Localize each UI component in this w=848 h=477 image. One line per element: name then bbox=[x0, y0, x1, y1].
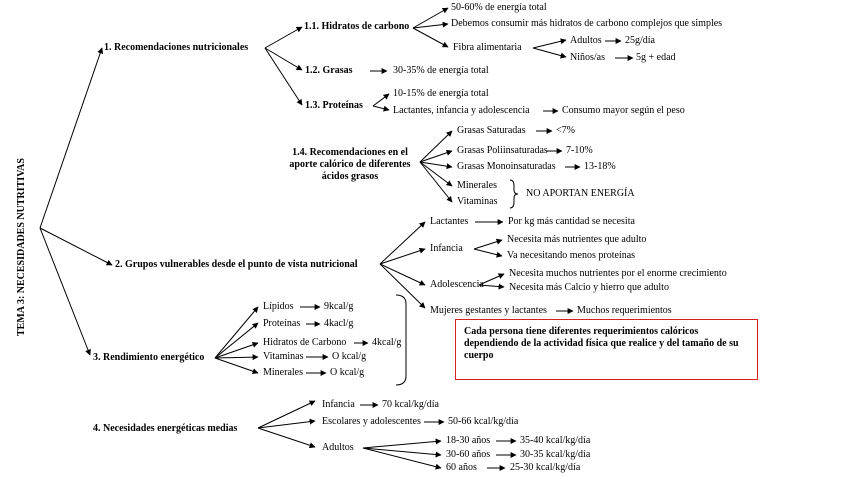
energia-adultos: Adultos bbox=[322, 442, 354, 453]
grasas-saturadas: Grasas Saturadas bbox=[457, 125, 526, 136]
lipidos-label: Lípidos bbox=[263, 301, 294, 312]
grasas-value: 30-35% de energía total bbox=[393, 65, 489, 76]
energia-escolares: Escolares y adolescentes bbox=[322, 416, 421, 427]
fibra-adultos-value: 25g/día bbox=[625, 35, 655, 46]
proteinas-item-1: 10-15% de energía total bbox=[393, 88, 489, 99]
grupo-infancia-item-2: Va necesitando menos proteínas bbox=[507, 250, 636, 261]
hidratos-item-1: 50-60% de energía total bbox=[451, 2, 547, 13]
vitaminas-rend-label: Vitaminas bbox=[263, 351, 304, 362]
section-1-2-label: 1.2. Grasas bbox=[305, 65, 353, 76]
adultos-18-30: 18-30 años bbox=[446, 435, 491, 446]
fibra-adultos: Adultos bbox=[570, 35, 602, 46]
proteinas-item-2: Lactantes, infancia y adolescencia bbox=[393, 105, 530, 116]
grupo-adolescencia-item-2: Necesita más Calcio y hierro que adulto bbox=[509, 282, 669, 293]
fibra-ninos: Niños/as bbox=[570, 52, 605, 63]
minerales-rend-value: O kcal/g bbox=[330, 367, 365, 378]
proteinas-label: Proteínas bbox=[263, 318, 301, 329]
section-4-label: 4. Necesidades energéticas medias bbox=[93, 423, 238, 434]
grasas-poliinsaturadas: Grasas Poliinsaturadas bbox=[457, 145, 548, 156]
grupo-infancia: Infancia bbox=[430, 243, 463, 254]
adultos-30-60: 30-60 años bbox=[446, 449, 491, 460]
hidratos-item-2: Debemos consumir más hidratos de carbono complejos que simples bbox=[451, 18, 723, 29]
energia-escolares-value: 50-66 kcal/kg/día bbox=[448, 416, 519, 427]
note-box: Cada persona tiene diferentes requerimientos calóricos dependiendo de la actividad física que realice y del tamaño de su cuerpo bbox=[455, 319, 758, 380]
section-3-label: 3. Rendimiento energético bbox=[93, 352, 205, 363]
hidratos-label: Hidratos de Carbono bbox=[263, 337, 347, 348]
adultos-18-30-value: 35-40 kcal/kg/día bbox=[520, 435, 591, 446]
vitaminas-label: Vitaminas bbox=[457, 196, 498, 207]
section-1-3-label: 1.3. Proteínas bbox=[305, 100, 363, 111]
lipidos-value: 9kcal/g bbox=[324, 301, 354, 312]
hidratos-value: 4kcal/g bbox=[372, 337, 402, 348]
no-aportan-energia: NO APORTAN ENERGÍA bbox=[526, 188, 635, 199]
grupo-mujeres: Mujeres gestantes y lactantes bbox=[430, 305, 547, 316]
grasas-monoinsaturadas-value: 13-18% bbox=[584, 161, 616, 172]
section-1-label: 1. Recomendaciones nutricionales bbox=[104, 42, 249, 53]
adultos-60-value: 25-30 kcal/kg/día bbox=[510, 462, 581, 473]
minerales-label: Minerales bbox=[457, 180, 497, 191]
grasas-saturadas-value: <7% bbox=[556, 125, 575, 136]
adultos-60: 60 años bbox=[446, 462, 477, 473]
fibra-label: Fibra alimentaria bbox=[453, 42, 522, 53]
proteinas-value: 4kacl/g bbox=[324, 318, 354, 329]
adultos-30-60-value: 30-35 kcal/kg/día bbox=[520, 449, 591, 460]
fibra-ninos-value: 5g + edad bbox=[636, 52, 676, 63]
grasas-monoinsaturadas: Grasas Monoinsaturadas bbox=[457, 161, 556, 172]
section-1-1-label: 1.1. Hidratos de carbono bbox=[304, 21, 410, 32]
section-1-4-label-line-2: aporte calórico de diferentes bbox=[289, 159, 411, 170]
minerales-rend-label: Minerales bbox=[263, 367, 303, 378]
page-title: TEMA 3: NECESIDADES NUTRITIVAS bbox=[16, 158, 27, 336]
grupo-infancia-item-1: Necesita más nutrientes que adulto bbox=[507, 234, 647, 245]
energia-infancia-value: 70 kcal/kg/día bbox=[382, 399, 439, 410]
section-1-4-label-line-1: 1.4. Recomendaciones en el bbox=[292, 147, 408, 158]
section-1-4-label-line-3: ácidos grasos bbox=[321, 171, 379, 182]
grupo-adolescencia-item-1: Necesita muchos nutrientes por el enorme crecimiento bbox=[509, 268, 727, 279]
proteinas-item-2-value: Consumo mayor según el peso bbox=[562, 105, 685, 116]
grasas-poliinsaturadas-value: 7-10% bbox=[566, 145, 593, 156]
grupo-lactantes: Lactantes bbox=[430, 216, 469, 227]
section-2-label: 2. Grupos vulnerables desde el punto de vista nutricional bbox=[115, 259, 358, 270]
grupo-adolescencia: Adolescencia bbox=[430, 279, 484, 290]
grupo-mujeres-value: Muchos requerimientos bbox=[577, 305, 672, 316]
vitaminas-rend-value: O kcal/g bbox=[332, 351, 367, 362]
energia-infancia: Infancia bbox=[322, 399, 355, 410]
grupo-lactantes-value: Por kg más cantidad se necesita bbox=[508, 216, 635, 227]
